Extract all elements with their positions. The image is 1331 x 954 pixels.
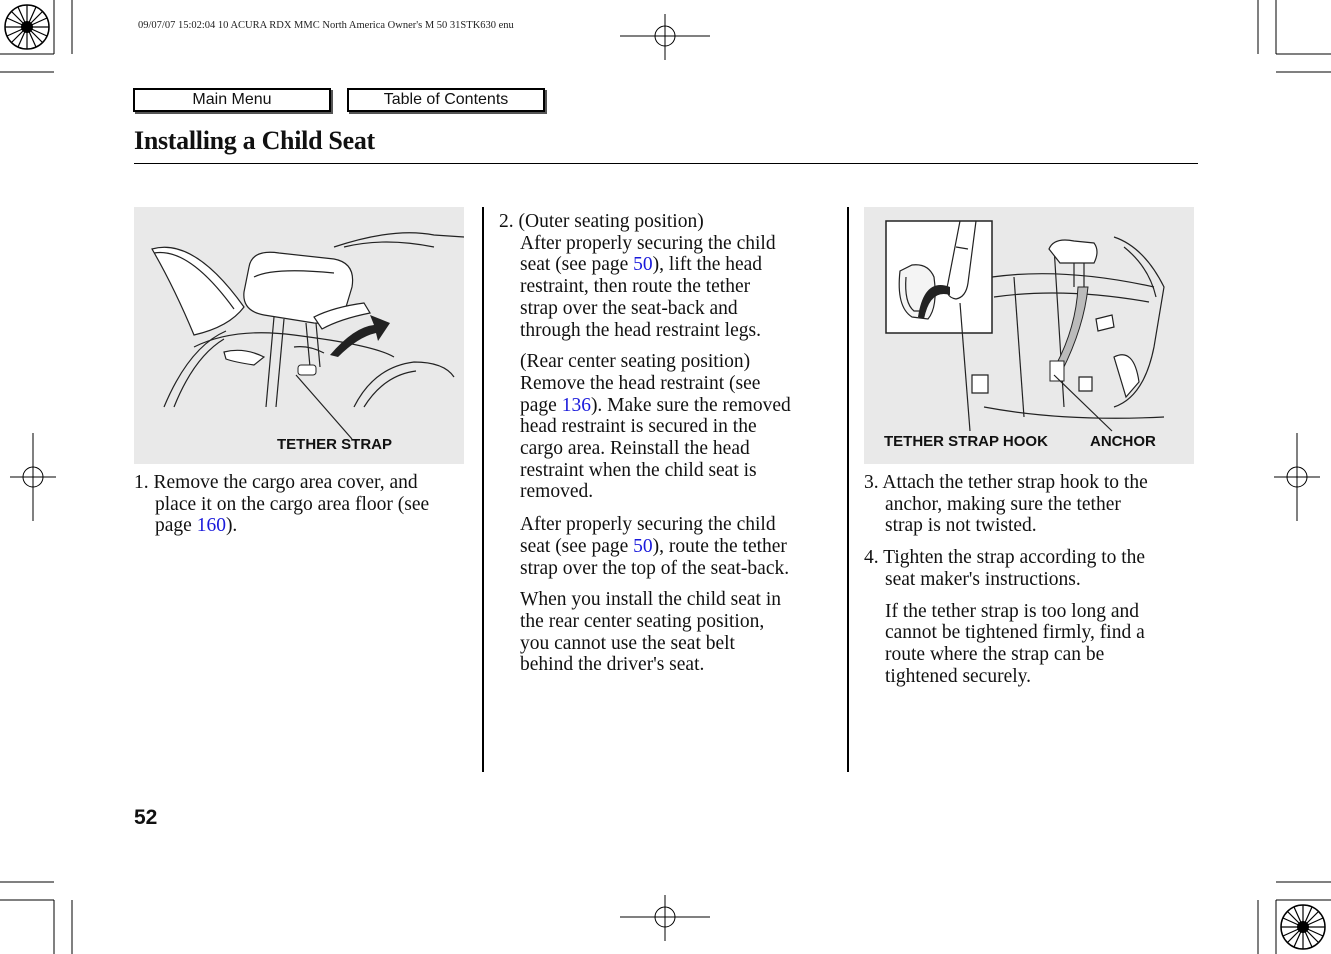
registration-mark-bottom-right: [1250, 874, 1331, 954]
crosshair-mark-right: [1274, 433, 1320, 521]
note-line3: route where the strap can be: [885, 643, 1105, 665]
column1-text: [134, 472, 479, 537]
table-of-contents-label: Table of Contents: [383, 91, 509, 108]
anchor-illustration: [864, 207, 1194, 464]
p3-line3: strap over the top of the seat-back.: [520, 557, 790, 579]
step4-line1: 4. Tighten the strap according to the: [864, 547, 1146, 569]
step3-line2: anchor, making sure the tether: [885, 493, 1121, 515]
p4-line3: you cannot use the seat belt: [520, 632, 735, 654]
p3-line1: After properly securing the child: [520, 514, 776, 536]
p1-line1: After properly securing the child: [520, 232, 776, 254]
column2-text: [499, 211, 844, 676]
figure-tether-strap: [134, 207, 464, 464]
column3-text: [864, 472, 1199, 687]
main-menu-label: Main Menu: [192, 91, 272, 108]
p2-line5: cargo area. Reinstall the head: [520, 438, 750, 460]
page-link-50[interactable]: 50: [633, 254, 653, 276]
p2-line2: Remove the head restraint (see: [520, 372, 761, 394]
p4-line4: behind the driver's seat.: [520, 654, 705, 676]
main-menu-button[interactable]: [133, 88, 331, 112]
headrest-illustration: [134, 207, 464, 464]
p1-line3: restraint, then route the tether: [520, 276, 751, 298]
title-rule: [134, 163, 1198, 164]
step4-line2: seat maker's instructions.: [885, 568, 1081, 590]
p1-line4: strap over the seat-back and: [520, 297, 738, 319]
column-divider-1: [482, 207, 484, 772]
step3-line3: strap is not twisted.: [885, 515, 1037, 537]
page-link-50-b[interactable]: 50: [633, 535, 653, 557]
page-title: Installing a Child Seat: [134, 126, 375, 155]
registration-mark-bottom-left: [0, 874, 80, 954]
registration-mark-top-left: [0, 0, 80, 80]
p1-line5: through the head restraint legs.: [520, 319, 761, 341]
note-line1: If the tether strap is too long and: [885, 600, 1139, 622]
p4-line1: When you install the child seat in: [520, 589, 782, 611]
p2-line4: head restraint is secured in the: [520, 416, 757, 438]
step3-line1: 3. Attach the tether strap hook to the: [864, 472, 1148, 493]
p4-line2: the rear center seating position,: [520, 610, 765, 632]
crosshair-mark-left: [10, 433, 56, 521]
column-divider-2: [847, 207, 849, 772]
note-line4: tightened securely.: [885, 665, 1032, 687]
page-link-136[interactable]: 136: [561, 394, 591, 416]
fig-label-tether-strap-hook: TETHER STRAP HOOK: [884, 433, 1048, 450]
p2-line7: removed.: [520, 481, 594, 503]
p3-line2: seat (see page 50), route the tether: [520, 535, 787, 557]
crosshair-mark-bottom: [620, 895, 710, 941]
step1-line2: place it on the cargo area floor (see: [155, 493, 430, 515]
p2-line3: page 136). Make sure the removed: [520, 394, 791, 416]
p1-line2: seat (see page 50), lift the head: [520, 254, 763, 276]
step1-line1: 1. Remove the cargo area cover, and: [134, 472, 418, 493]
page-link-160[interactable]: 160: [196, 515, 226, 537]
fig-label-tether-strap: TETHER STRAP: [277, 436, 393, 453]
table-of-contents-button[interactable]: [347, 88, 545, 112]
p2-line6: restraint when the child seat is: [520, 459, 757, 481]
step2-heading: 2. (Outer seating position): [499, 211, 704, 232]
p2-line1: (Rear center seating position): [520, 351, 751, 373]
step1-line3: page 160).: [155, 515, 238, 537]
page-number: 52: [134, 806, 158, 829]
print-metadata: 09/07/07 15:02:04 10 ACURA RDX MMC North America Owner's M 50 31STK630 enu: [138, 20, 514, 31]
figure-tether-hook-anchor: [864, 207, 1194, 464]
crosshair-mark-top: [620, 14, 710, 60]
registration-mark-top-right: [1250, 0, 1331, 80]
note-line2: cannot be tightened firmly, find a: [885, 622, 1145, 644]
fig-label-anchor: ANCHOR: [1090, 433, 1156, 450]
